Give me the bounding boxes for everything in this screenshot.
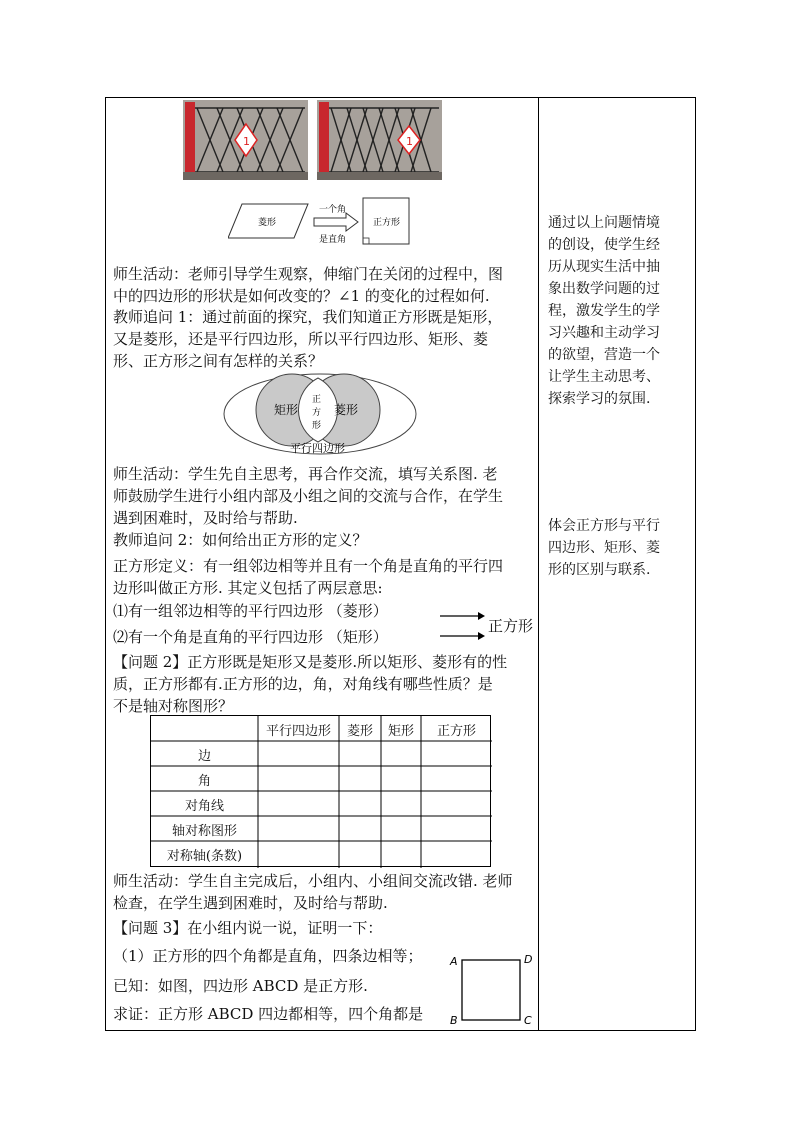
side-note-line: 的创设，使学生经 (548, 237, 660, 253)
side-note-line: 体会正方形与平行 (548, 518, 660, 534)
table-row-symmetry-axes: 对称轴(条数) (166, 849, 243, 864)
venn-rectangle-label: 矩形 (274, 403, 299, 417)
properties-table (150, 715, 491, 867)
side-note-line: 象出数学问题的过 (548, 281, 660, 297)
arrow-label-bottom: 是直角 (319, 235, 347, 245)
side-note-line: 习兴趣和主动学习 (548, 325, 660, 341)
square-definition-b: 边形叫做正方形. 其定义包括了两层意思: (113, 579, 383, 597)
gate-photo-closing (317, 100, 442, 180)
table-header-rhombus: 菱形 (346, 724, 373, 739)
side-note-line: 让学生主动思考、 (548, 369, 660, 385)
angle-1-marker-left: 1 (243, 135, 250, 148)
side-note-line: 四边形、矩形、菱 (548, 540, 660, 556)
activity-text-1: 师生活动：老师引导学生观察，伸缩门在关闭的过程中，图 (113, 265, 504, 283)
activity-text-2c: 遇到困难时，及时给与帮助. (113, 509, 298, 527)
vertex-b-label: B (450, 1014, 458, 1027)
side-note-2 (548, 515, 660, 581)
venn-parallelogram-label: 平行四边形 (290, 442, 345, 455)
table-header-square: 正方形 (436, 724, 476, 739)
rhombus-to-square-diagram (228, 190, 418, 250)
venn-square-label-3: 形 (312, 421, 322, 431)
gate-photo-open (183, 100, 308, 180)
activity-text-3b: 检查，在学生遇到困难时，及时给与帮助. (113, 894, 388, 912)
side-note-line: 通过以上问题情境 (548, 215, 660, 231)
table-header-parallelogram: 平行四边形 (265, 724, 331, 739)
activity-text-1b: 中的四边形的形状是如何改变的？∠1 的变化的过程如何. (113, 287, 490, 305)
table-row-side: 边 (197, 749, 211, 764)
side-note-line: 探索学习的氛围. (548, 391, 651, 407)
rhombus-label: 菱形 (258, 218, 277, 228)
square-abcd-figure (446, 952, 538, 1028)
venn-square-label-1: 正 (312, 395, 322, 405)
problem-2: 【问题 2】正方形既是矩形又是菱形.所以矩形、菱形有的性 (113, 653, 508, 671)
vertex-d-label: D (524, 953, 533, 966)
column-divider (538, 97, 539, 1031)
activity-text-2b: 师鼓励学生进行小组内部及小组之间的交流与合作，在学生 (113, 487, 504, 505)
problem-3-item-1: （1）正方形的四个角都是直角，四条边相等； (113, 947, 423, 965)
teacher-question-1: 教师追问 1：通过前面的探究，我们知道正方形既是矩形， (113, 308, 503, 326)
venn-square-label-2: 方 (312, 408, 322, 418)
square-label: 正方形 (373, 218, 401, 228)
side-note-line: 程，激发学生的学 (548, 303, 660, 319)
arrow-label-top: 一个角 (319, 205, 347, 215)
problem-2c: 不是轴对称图形？ (113, 697, 234, 715)
side-note-line: 的欲望，营造一个 (548, 347, 660, 363)
side-note-line: 形的区别与联系. (548, 562, 651, 578)
side-note-1 (548, 212, 660, 410)
venn-rhombus-label: 菱形 (334, 403, 359, 417)
teacher-question-1b: 又是菱形，还是平行四边形，所以平行四边形、矩形、菱 (113, 330, 489, 348)
prove-statement: 求证：正方形 ABCD 四边都相等，四个角都是 (113, 1005, 424, 1023)
problem-3: 【问题 3】在小组内说一说，证明一下： (113, 919, 383, 937)
vertex-c-label: C (524, 1014, 532, 1027)
vertex-a-label: A (450, 955, 458, 968)
side-note-line: 历从现实生活中抽 (548, 259, 660, 275)
given-statement: 已知：如图，四边形 ABCD 是正方形. (113, 977, 368, 995)
table-row-axial-symmetry: 轴对称图形 (171, 824, 237, 839)
angle-1-marker-right: 1 (406, 135, 413, 148)
teacher-question-2: 教师追问 2：如何给出正方形的定义？ (113, 531, 368, 549)
problem-2b: 质，正方形都有.正方形的边，角，对角线有哪些性质？是 (113, 675, 493, 693)
activity-text-2: 师生活动：学生先自主思考，再合作交流，填写关系图. 老 (113, 465, 498, 483)
definition-item-2: ⑵有一个角是直角的平行四边形 （矩形） (113, 628, 388, 646)
square-definition: 正方形定义：有一组邻边相等并且有一个角是直角的平行四 (113, 557, 504, 575)
definition-arrows (440, 610, 485, 642)
definition-result: 正方形 (488, 617, 534, 635)
definition-item-1: ⑴有一组邻边相等的平行四边形 （菱形） (113, 602, 388, 620)
quadrilateral-venn-diagram (222, 372, 418, 458)
table-row-diagonal: 对角线 (184, 799, 224, 814)
teacher-question-1c: 形、正方形之间有怎样的关系？ (113, 352, 324, 370)
table-header-rectangle: 矩形 (387, 724, 414, 739)
table-row-angle: 角 (197, 774, 211, 789)
activity-text-3: 师生活动：学生自主完成后，小组内、小组间交流改错. 老师 (113, 872, 513, 890)
